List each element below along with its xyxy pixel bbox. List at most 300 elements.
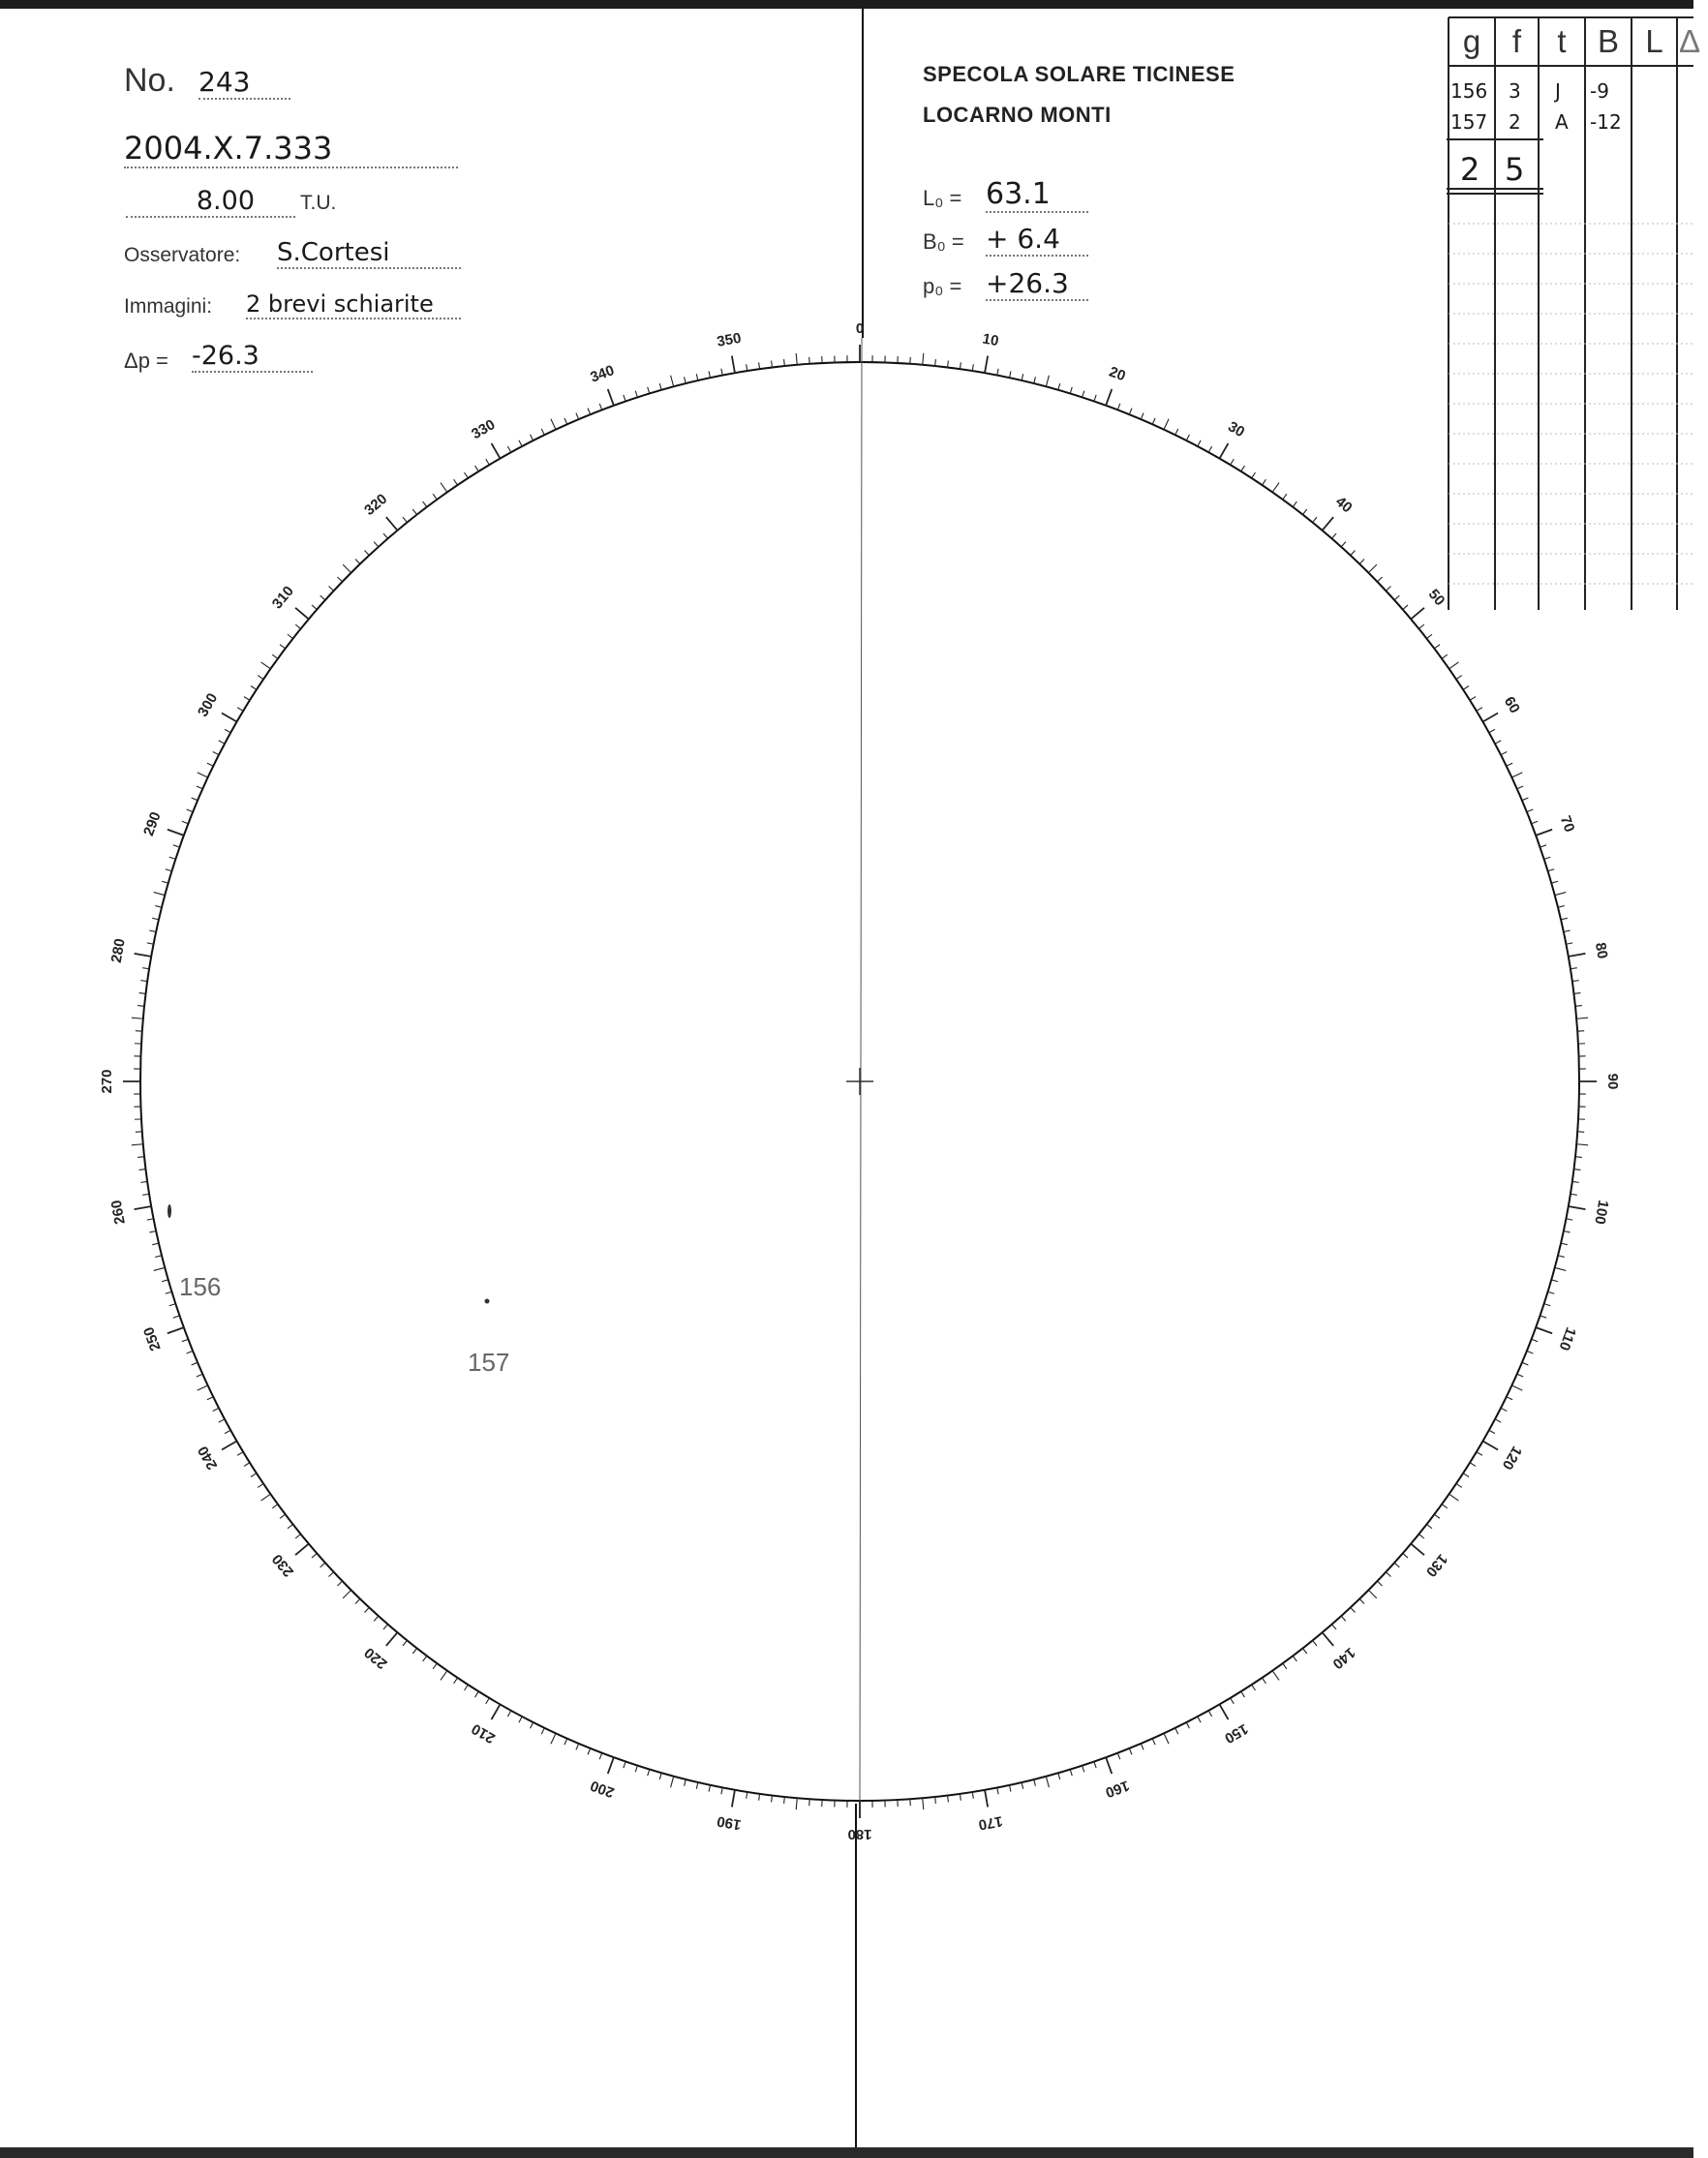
degree-tick	[1046, 1777, 1049, 1788]
degree-tick	[433, 1663, 437, 1669]
number-label: No.	[124, 62, 175, 99]
degree-tick	[935, 359, 936, 366]
degree-tick	[1573, 993, 1580, 994]
degree-tick	[198, 1385, 208, 1390]
degree-tick	[1034, 1779, 1036, 1786]
degree-tick	[1544, 1304, 1551, 1306]
degree-tick	[519, 1717, 522, 1722]
degree-tick	[225, 1430, 230, 1433]
degree-tick	[1272, 1671, 1279, 1681]
degree-tick	[288, 634, 293, 638]
degree-label-30: 30	[1225, 418, 1248, 441]
degree-tick	[1368, 564, 1376, 572]
degree-tick	[1564, 930, 1571, 931]
degree-tick	[1117, 1753, 1120, 1760]
degree-tick	[187, 809, 193, 812]
degree-tick	[1164, 1733, 1169, 1744]
degree-tick	[237, 708, 243, 712]
degree-label-0: 0	[855, 319, 865, 337]
date-value: 2004.X.7.333	[124, 130, 458, 168]
degree-tick	[155, 906, 162, 908]
degree-tick	[1482, 714, 1498, 722]
degree-tick	[295, 608, 309, 620]
degree-tick	[772, 1795, 773, 1802]
degree-label-300: 300	[195, 690, 222, 720]
degree-tick	[1571, 968, 1577, 969]
degree-tick	[1575, 1006, 1582, 1007]
degree-tick	[1368, 1590, 1376, 1597]
degree-tick	[1532, 1339, 1539, 1342]
degree-tick	[1283, 1663, 1287, 1669]
degree-tick	[152, 918, 159, 920]
degree-tick	[168, 1327, 184, 1333]
degree-tick	[1220, 1704, 1229, 1719]
observatory-name: SPECOLA SOLARE TICINESE	[923, 62, 1235, 86]
degree-tick	[551, 1733, 556, 1744]
degree-tick	[132, 1144, 143, 1145]
degree-tick	[1449, 662, 1459, 669]
degree-tick	[219, 1419, 225, 1422]
degree-tick	[685, 377, 686, 383]
degree-tick	[258, 676, 263, 680]
degree-label-90: 90	[1604, 1073, 1622, 1090]
degree-tick	[685, 1779, 686, 1786]
degree-tick	[295, 1544, 309, 1556]
degree-tick	[337, 577, 342, 582]
degree-label-150: 150	[1221, 1719, 1251, 1747]
degree-label-20: 20	[1107, 363, 1128, 385]
degree-tick	[1561, 918, 1568, 920]
degree-label-290: 290	[140, 809, 165, 838]
degree-tick	[1198, 441, 1201, 446]
degree-tick	[624, 395, 625, 402]
degree-tick	[732, 356, 735, 374]
degree-tick	[137, 1157, 144, 1158]
degree-tick	[1511, 773, 1522, 777]
degree-tick	[659, 1773, 661, 1779]
degree-tick	[635, 391, 637, 398]
table-header-g: g	[1462, 23, 1481, 59]
degree-tick	[237, 1452, 243, 1456]
degree-tick	[1540, 845, 1547, 847]
degree-tick	[1341, 542, 1346, 547]
degree-tick	[1293, 1656, 1296, 1661]
degree-tick	[198, 773, 208, 777]
degree-tick	[1262, 1678, 1266, 1684]
degree-tick	[541, 429, 544, 435]
degree-tick	[1293, 502, 1296, 507]
degree-tick	[1302, 1648, 1306, 1654]
degree-tick	[1302, 509, 1306, 515]
spot-group-157-mark	[485, 1299, 490, 1304]
degree-tick	[648, 1770, 650, 1777]
degree-tick	[355, 1598, 360, 1603]
degree-tick	[1175, 1728, 1178, 1734]
degree-tick	[1323, 1632, 1334, 1646]
degree-label-100: 100	[1591, 1199, 1612, 1226]
degree-tick	[1394, 595, 1399, 600]
degree-tick	[507, 446, 510, 452]
degree-tick	[1566, 943, 1572, 944]
degree-tick	[1252, 1685, 1256, 1690]
degree-label-240: 240	[195, 1443, 222, 1473]
degree-tick	[222, 714, 237, 722]
degree-tick	[454, 1678, 458, 1684]
degree-tick	[182, 821, 189, 824]
degree-tick	[1572, 1181, 1579, 1182]
degree-tick	[1522, 798, 1528, 801]
degree-tick	[261, 662, 271, 669]
degree-tick	[972, 1792, 973, 1799]
degree-tick	[312, 1553, 317, 1558]
degree-tick	[1070, 387, 1072, 394]
degree-tick	[671, 376, 674, 387]
table-header-l: L	[1645, 23, 1663, 59]
degree-tick	[507, 1711, 510, 1717]
degree-label-80: 80	[1591, 941, 1611, 960]
degree-tick	[244, 697, 250, 701]
degree-tick	[1208, 446, 1211, 452]
degree-tick	[465, 472, 469, 478]
degree-tick	[383, 533, 388, 538]
degree-tick	[531, 1722, 534, 1728]
degree-tick	[169, 1304, 176, 1306]
degree-tick	[1527, 809, 1533, 812]
degree-tick	[162, 881, 168, 883]
degree-label-110: 110	[1555, 1324, 1579, 1353]
degree-tick	[1561, 1243, 1568, 1245]
images-value: 2 brevi schiarite	[246, 290, 461, 319]
total-groups: 2	[1460, 151, 1480, 188]
degree-tick	[1022, 374, 1023, 380]
degree-tick	[1186, 1722, 1189, 1728]
degree-tick	[343, 1590, 351, 1597]
degree-tick	[1094, 1762, 1096, 1769]
degree-tick	[923, 353, 924, 365]
degree-tick	[784, 1797, 785, 1804]
degree-tick	[1426, 634, 1432, 638]
degree-tick	[207, 1397, 213, 1400]
degree-tick	[1083, 1766, 1084, 1773]
degree-tick	[1094, 395, 1096, 402]
delta-p-value: -26.3	[192, 341, 313, 373]
degree-tick	[251, 686, 257, 690]
degree-tick	[1470, 1463, 1476, 1467]
degree-tick	[374, 1616, 379, 1621]
degree-tick	[709, 371, 710, 378]
degree-tick	[288, 1524, 293, 1528]
degree-tick	[1359, 1598, 1364, 1603]
degree-tick	[337, 1581, 342, 1586]
degree-tick	[192, 1362, 198, 1365]
row-156-spots: 3	[1509, 79, 1521, 103]
degree-tick	[608, 389, 614, 406]
degree-tick	[1536, 1327, 1552, 1333]
degree-tick	[312, 605, 317, 610]
degree-tick	[1058, 383, 1060, 390]
degree-tick	[219, 741, 225, 744]
degree-tick	[320, 595, 325, 600]
degree-tick	[1489, 1430, 1495, 1433]
degree-tick	[1313, 1640, 1317, 1645]
degree-tick	[985, 356, 988, 374]
degree-tick	[251, 1474, 257, 1477]
degree-tick	[1152, 1739, 1155, 1745]
degree-tick	[1489, 729, 1495, 732]
degree-tick	[1411, 608, 1424, 620]
degree-label-60: 60	[1500, 693, 1523, 716]
degree-tick	[1141, 413, 1144, 419]
degree-tick	[635, 1766, 637, 1773]
degree-tick	[225, 729, 230, 732]
degree-label-330: 330	[469, 416, 499, 443]
degree-tick	[960, 1794, 961, 1801]
degree-tick	[1532, 821, 1539, 824]
p0-value: +26.3	[986, 267, 1088, 301]
degree-tick	[784, 359, 785, 366]
time-unit: T.U.	[300, 192, 337, 214]
degree-label-280: 280	[107, 937, 129, 964]
degree-tick	[244, 1463, 250, 1467]
degree-tick	[1507, 763, 1512, 766]
degree-tick	[1241, 466, 1245, 471]
degree-tick	[576, 413, 579, 419]
degree-tick	[147, 1219, 154, 1220]
degree-tick	[403, 1640, 407, 1645]
row-157-group: 157	[1450, 110, 1488, 134]
degree-tick	[1463, 686, 1469, 690]
spot-group-157-label: 157	[468, 1348, 510, 1377]
degree-tick	[948, 361, 949, 368]
degree-tick	[142, 1194, 149, 1195]
degree-tick	[486, 1698, 490, 1704]
degree-tick	[541, 1728, 544, 1734]
degree-tick	[1548, 1292, 1555, 1293]
degree-tick	[423, 502, 427, 507]
degree-tick	[1386, 587, 1390, 592]
degree-tick	[1551, 1280, 1558, 1282]
degree-tick	[1418, 624, 1423, 628]
degree-tick	[441, 483, 447, 493]
degree-tick	[1252, 472, 1256, 478]
table-header-f: f	[1511, 23, 1522, 59]
degree-label-320: 320	[361, 490, 391, 519]
degree-tick	[1495, 1419, 1501, 1422]
degree-tick	[328, 1572, 333, 1577]
degree-tick	[182, 1339, 189, 1342]
degree-tick	[1331, 533, 1336, 538]
degree-label-130: 130	[1422, 1550, 1451, 1580]
degree-tick	[1141, 1744, 1144, 1749]
row-156-group: 156	[1450, 79, 1488, 103]
degree-tick	[272, 1505, 278, 1508]
degree-tick	[1070, 1770, 1072, 1777]
degree-tick	[386, 517, 398, 531]
l0-label: L₀ =	[923, 186, 962, 210]
degree-tick	[997, 369, 998, 376]
degree-tick	[1522, 1362, 1528, 1365]
degree-tick	[486, 459, 490, 465]
degree-tick	[1283, 494, 1287, 500]
table-header-t: t	[1557, 23, 1567, 59]
degree-tick	[166, 1292, 172, 1293]
degree-tick	[343, 564, 351, 572]
degree-label-250: 250	[140, 1324, 165, 1353]
time-value: 8.00	[126, 186, 295, 218]
degree-tick	[960, 362, 961, 369]
degree-tick	[1463, 1474, 1469, 1477]
degree-tick	[671, 1777, 674, 1788]
degree-tick	[648, 387, 650, 394]
degree-tick	[454, 479, 458, 485]
total-spots: 5	[1505, 151, 1525, 188]
degree-tick	[139, 993, 146, 994]
degree-label-120: 120	[1498, 1443, 1525, 1473]
row-157-lat: -12	[1590, 110, 1622, 134]
degree-tick	[1272, 483, 1279, 493]
degree-tick	[1517, 786, 1523, 789]
degree-tick	[295, 624, 300, 628]
degree-tick	[1106, 1757, 1112, 1774]
table-header-delta: Δ	[1679, 23, 1701, 59]
degree-tick	[696, 374, 698, 380]
degree-tick	[1231, 459, 1235, 465]
degree-tick	[1555, 893, 1567, 896]
degree-tick	[1536, 830, 1552, 836]
degree-tick	[213, 752, 219, 755]
degree-tick	[1351, 550, 1356, 555]
degree-tick	[1313, 517, 1317, 522]
degree-tick	[985, 1790, 988, 1808]
degree-tick	[1571, 1194, 1577, 1195]
table-header-b: B	[1597, 23, 1619, 59]
degree-tick	[997, 1787, 998, 1794]
degree-tick	[1456, 676, 1462, 680]
degree-tick	[1186, 435, 1189, 441]
degree-tick	[624, 1762, 625, 1769]
degree-tick	[1129, 409, 1132, 414]
row-156-lat: -9	[1590, 79, 1609, 103]
degree-tick	[1449, 1494, 1459, 1501]
degree-label-310: 310	[268, 583, 297, 613]
degree-tick	[1117, 404, 1120, 410]
degree-tick	[1555, 1267, 1567, 1270]
degree-tick	[149, 930, 156, 931]
degree-label-160: 160	[1103, 1777, 1132, 1801]
degree-tick	[433, 494, 437, 500]
degree-tick	[1477, 1452, 1482, 1456]
degree-tick	[732, 1790, 735, 1808]
degree-tick	[1106, 389, 1112, 406]
degree-tick	[564, 418, 567, 424]
degree-tick	[1377, 577, 1382, 582]
degree-tick	[1477, 708, 1482, 712]
degree-tick	[721, 1787, 722, 1794]
degree-tick	[599, 1753, 602, 1760]
degree-tick	[772, 361, 773, 368]
degree-tick	[192, 798, 198, 801]
degree-tick	[365, 1607, 370, 1612]
degree-tick	[140, 981, 147, 982]
degree-tick	[1442, 1505, 1448, 1508]
degree-tick	[972, 364, 973, 371]
degree-tick	[280, 1514, 286, 1518]
degree-tick	[1544, 857, 1551, 859]
degree-label-40: 40	[1331, 493, 1356, 517]
degree-tick	[1517, 1374, 1523, 1377]
degree-tick	[608, 1757, 614, 1774]
degree-tick	[948, 1795, 949, 1802]
degree-label-260: 260	[107, 1199, 129, 1226]
degree-tick	[1046, 376, 1049, 387]
degree-tick	[152, 1243, 159, 1245]
degree-label-140: 140	[1328, 1644, 1358, 1673]
degree-tick	[1231, 1698, 1235, 1704]
delta-p-label: Δp =	[124, 349, 168, 373]
degree-tick	[383, 1625, 388, 1629]
degree-tick	[1152, 418, 1155, 424]
degree-label-50: 50	[1424, 586, 1449, 610]
degree-tick	[162, 1280, 168, 1282]
degree-tick	[173, 845, 180, 847]
degree-tick	[154, 1267, 166, 1270]
degree-tick	[207, 763, 213, 766]
degree-tick	[721, 369, 722, 376]
degree-tick	[1434, 645, 1440, 649]
degree-tick	[1323, 517, 1334, 531]
degree-tick	[1377, 1581, 1382, 1586]
degree-tick	[1359, 559, 1364, 563]
degree-tick	[258, 1483, 263, 1487]
degree-tick	[135, 1206, 152, 1209]
p0-label: p₀ =	[923, 274, 962, 298]
degree-label-180: 180	[847, 1826, 872, 1843]
degree-tick	[1566, 1219, 1572, 1220]
degree-label-270: 270	[98, 1069, 115, 1094]
degree-tick	[1426, 1524, 1432, 1528]
degree-tick	[1220, 443, 1229, 459]
degree-tick	[1403, 1553, 1408, 1558]
degree-tick	[365, 550, 370, 555]
degree-tick	[696, 1782, 698, 1789]
degree-tick	[197, 1374, 202, 1377]
degree-tick	[155, 1256, 162, 1258]
degree-tick	[1411, 1544, 1424, 1556]
degree-label-200: 200	[588, 1777, 617, 1801]
degree-tick	[588, 409, 591, 414]
degree-tick	[576, 1744, 579, 1749]
degree-tick	[320, 1563, 325, 1567]
degree-tick	[1164, 419, 1169, 430]
degree-tick	[551, 419, 556, 430]
l0-value: 63.1	[986, 177, 1088, 213]
degree-tick	[1572, 981, 1579, 982]
degree-label-10: 10	[981, 330, 1000, 350]
degree-tick	[1540, 1316, 1547, 1318]
degree-tick	[935, 1797, 936, 1804]
degree-tick	[1009, 371, 1010, 378]
degree-tick	[1175, 429, 1178, 435]
degree-tick	[280, 645, 286, 649]
degree-tick	[328, 587, 333, 592]
spot-group-156-label: 156	[179, 1272, 222, 1301]
degree-tick	[1569, 954, 1586, 957]
degree-tick	[492, 443, 501, 459]
b0-value: + 6.4	[986, 223, 1088, 257]
degree-tick	[759, 1794, 760, 1801]
degree-tick	[154, 893, 166, 896]
degree-tick	[169, 857, 176, 859]
